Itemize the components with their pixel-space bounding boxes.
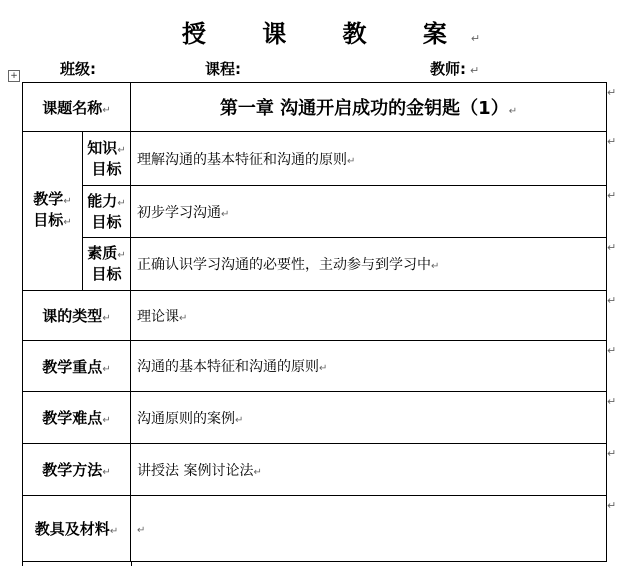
lesson-type-value[interactable]: 理论课↵ [131,291,607,341]
table-row [23,186,607,238]
table-row [23,238,607,291]
row-end-mark: ↵ [607,135,617,148]
table-row [23,132,607,186]
knowledge-objective-label: 知识↵ 目标 [83,132,131,186]
row-end-mark: ↵ [607,241,617,254]
methods-value[interactable]: 讲授法 案例讨论法↵ [131,444,607,496]
row-end-mark: ↵ [607,395,617,408]
teacher-field: 教师: ↵ [430,60,480,78]
table-row [23,83,607,132]
row-end-mark: ↵ [607,344,617,357]
document-title: 授 课 教 案↵ [181,20,481,48]
lesson-plan-table [22,82,607,562]
table-row [23,291,607,341]
row-end-mark: ↵ [607,499,617,512]
table-row [23,444,607,496]
methods-label: 教学方法↵ [23,444,131,496]
next-row-fragment [22,562,607,566]
table-move-handle-icon[interactable]: + [8,70,20,82]
difficulties-value[interactable]: 沟通原则的案例↵ [131,392,607,444]
table-row [23,496,607,562]
ability-objective-value[interactable]: 初步学习沟通↵ [131,186,607,238]
quality-objective-value[interactable]: 正确认识学习沟通的必要性，主动参与到学习中↵ [131,238,607,291]
table-row [23,392,607,444]
materials-label: 教具及材料↵ [23,496,131,562]
row-end-mark: ↵ [607,294,617,307]
topic-label: 课题名称↵ [23,83,131,132]
course-field: 课程: [205,60,241,78]
quality-objective-label: 素质↵ 目标 [83,238,131,291]
objectives-label: 教学↵ 目标↵ [23,132,83,291]
class-field: 班级: [60,60,96,78]
lesson-type-label: 课的类型↵ [23,291,131,341]
table-row [23,341,607,392]
materials-value[interactable]: ↵ [131,496,607,562]
ability-objective-label: 能力↵ 目标 [83,186,131,238]
row-end-mark: ↵ [607,189,617,202]
row-end-mark: ↵ [607,447,617,460]
topic-value[interactable]: 第一章 沟通开启成功的金钥匙（1）↵ [131,83,607,132]
key-points-label: 教学重点↵ [23,341,131,392]
knowledge-objective-value[interactable]: 理解沟通的基本特征和沟通的原则↵ [131,132,607,186]
row-end-mark: ↵ [607,86,617,99]
difficulties-label: 教学难点↵ [23,392,131,444]
key-points-value[interactable]: 沟通的基本特征和沟通的原则↵ [131,341,607,392]
